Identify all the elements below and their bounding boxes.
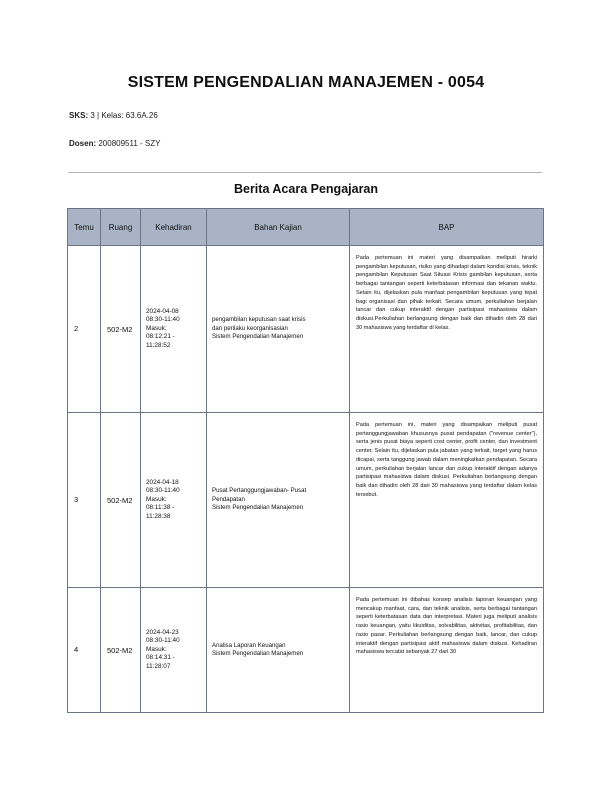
bap-cell — [350, 588, 544, 713]
kehadiran-date: 2024-04-08 — [146, 307, 179, 315]
ruang-cell: 502-M2 — [101, 246, 141, 413]
kehadiran-schedule: 08:30-11:40 — [146, 316, 180, 324]
kehadiran-schedule: 08:30-11:40 — [146, 487, 180, 495]
bahan-line: Sistem Pengendalian Manajemen — [212, 504, 304, 512]
dosen-line — [69, 139, 160, 148]
kehadiran-cell — [141, 588, 207, 713]
kehadiran-masuk-label: Masuk: — [146, 324, 167, 332]
divider — [68, 172, 542, 173]
bahan-line: pengambilan keputusan saat krisis — [212, 316, 306, 324]
section-title: Berita Acara Pengajaran — [233, 182, 379, 196]
ruang-cell: 502-M2 — [101, 413, 141, 588]
temu-cell: 2 — [68, 246, 101, 413]
document-title: SISTEM PENGENDALIAN MANAJEMEN - 0054 — [127, 74, 485, 91]
dosen-label: Dosen: — [69, 139, 97, 148]
sks-label: SKS: — [69, 111, 89, 120]
table-row — [68, 588, 544, 713]
kehadiran-masuk-label: Masuk: — [146, 645, 167, 653]
kehadiran-in-time: 08:12:21 - — [146, 333, 175, 341]
sks-value: 3 | Kelas: 63.6A.26 — [90, 111, 158, 120]
bap-text: Pada pertemuan ini materi yang disampaikan meliputi hirarki pengambilan keputusan, risiko yang dihadapi dalam kondisi krisis, teknik pengambilan Keputusan Saat Situasi Krisis gambilan keputusan, serta berbagai tantangan seperti keterbatasan informasi dan tekanan waktu. Selain itu, dijelaskan pula manfaat pengambilan keputusan yang tepat bagi organisasi dan pihak terkait. Secara umum, perkuliahan berjalan lancar dan cukup interaktif dengan partisipasi mahasiswa dalam diskusi.Perkuliahan berlangsung dengan baik dan dihadiri oleh 28 dari 30 mahasiswa yang terdaftar di kelas. — [356, 255, 537, 331]
kehadiran-out-time: 11:28:07 — [146, 662, 171, 670]
kehadiran-cell — [141, 413, 207, 588]
kehadiran-out-time: 11:28:38 — [146, 512, 171, 520]
bahan-line: Analisa Laporan Keuangan — [212, 641, 286, 649]
kehadiran-schedule: 08:30-11:40 — [146, 637, 180, 645]
header-ruang: Ruang — [101, 209, 141, 246]
bahan-line: Pusat Pertanggungjawaban- Pusat — [212, 487, 307, 495]
bahan-line: Pendapatan — [212, 495, 245, 503]
kehadiran-date: 2024-04-18 — [146, 478, 179, 486]
bap-text: Pada pertemuan ini dibahas konsep analisis laporan keuangan yang mencakup manfaat, cara, dan teknik analisis, serta berbagai tantangan seperti keterbatasan data dan interpretasi. Materi juga meliputi analisis rasio keuangan, yaitu likuiditas, solvabilitas, aktivitas, profitabilitas, dan rasio pasar. Perkuliahan berlangsung dengan baik, lancar, dan cukup interaktif dengan partisipasi aktif mahasiswa dalam diskusi. Kehadiran mahasiswa tercatat sebanyak 27 dari 30 — [356, 597, 537, 656]
table-header-row — [68, 209, 544, 246]
kehadiran-out-time: 11:28:52 — [146, 341, 171, 349]
header-bahan-kajian: Bahan Kajian — [207, 209, 350, 246]
kehadiran-date: 2024-04-23 — [146, 628, 179, 636]
bap-text: Pada pertemuan ini, materi yang disampaikan meliputi pusat pertanggungjawaban khususnya pusat pendapatan ("revenue center"), serta jenis pusat biaya seperti cost center, profit center, dan investment center. Selain itu, dijelaskan pula jabatan yang terkait, target yang harus dicapai, serta tanggung jawab dalam meningkatkan pendapatan. Secara umum, perkuliahan berjalan lancar dan cukup interaktif dengan adanya partisipasi mahasiswa dalam diskusi. Perkuliahan berlangsung dengan baik dan dihadiri oleh 28 dari 30 mahasiswa yang terdaftar dalam kelas tersebut. — [356, 422, 537, 498]
bap-table — [67, 208, 544, 713]
bahan-kajian-cell — [207, 246, 350, 413]
table-row — [68, 246, 544, 413]
kehadiran-in-time: 08:11:38 - — [146, 504, 175, 512]
bahan-line: Sistem Pengendalian Manajemen — [212, 650, 304, 657]
bahan-kajian-cell — [207, 588, 350, 713]
kehadiran-cell — [141, 246, 207, 413]
dosen-value: 200809511 - SZY — [98, 139, 161, 148]
ruang-cell: 502-M2 — [101, 588, 141, 713]
kehadiran-masuk-label: Masuk: — [146, 495, 167, 503]
bahan-line: Sistem Pengendalian Manajemen — [212, 333, 304, 341]
kehadiran-in-time: 08:14:31 - — [146, 654, 175, 662]
bap-cell — [350, 413, 544, 588]
bap-cell — [350, 246, 544, 413]
header-bap: BAP — [350, 209, 544, 246]
bahan-kajian-cell — [207, 413, 350, 588]
temu-cell: 4 — [68, 588, 101, 713]
header-temu: Temu — [68, 209, 101, 246]
temu-cell: 3 — [68, 413, 101, 588]
sks-line — [69, 111, 158, 120]
table-row — [68, 413, 544, 588]
header-kehadiran: Kehadiran — [141, 209, 207, 246]
bahan-line: dan perilaku keorganisasian — [212, 324, 288, 332]
